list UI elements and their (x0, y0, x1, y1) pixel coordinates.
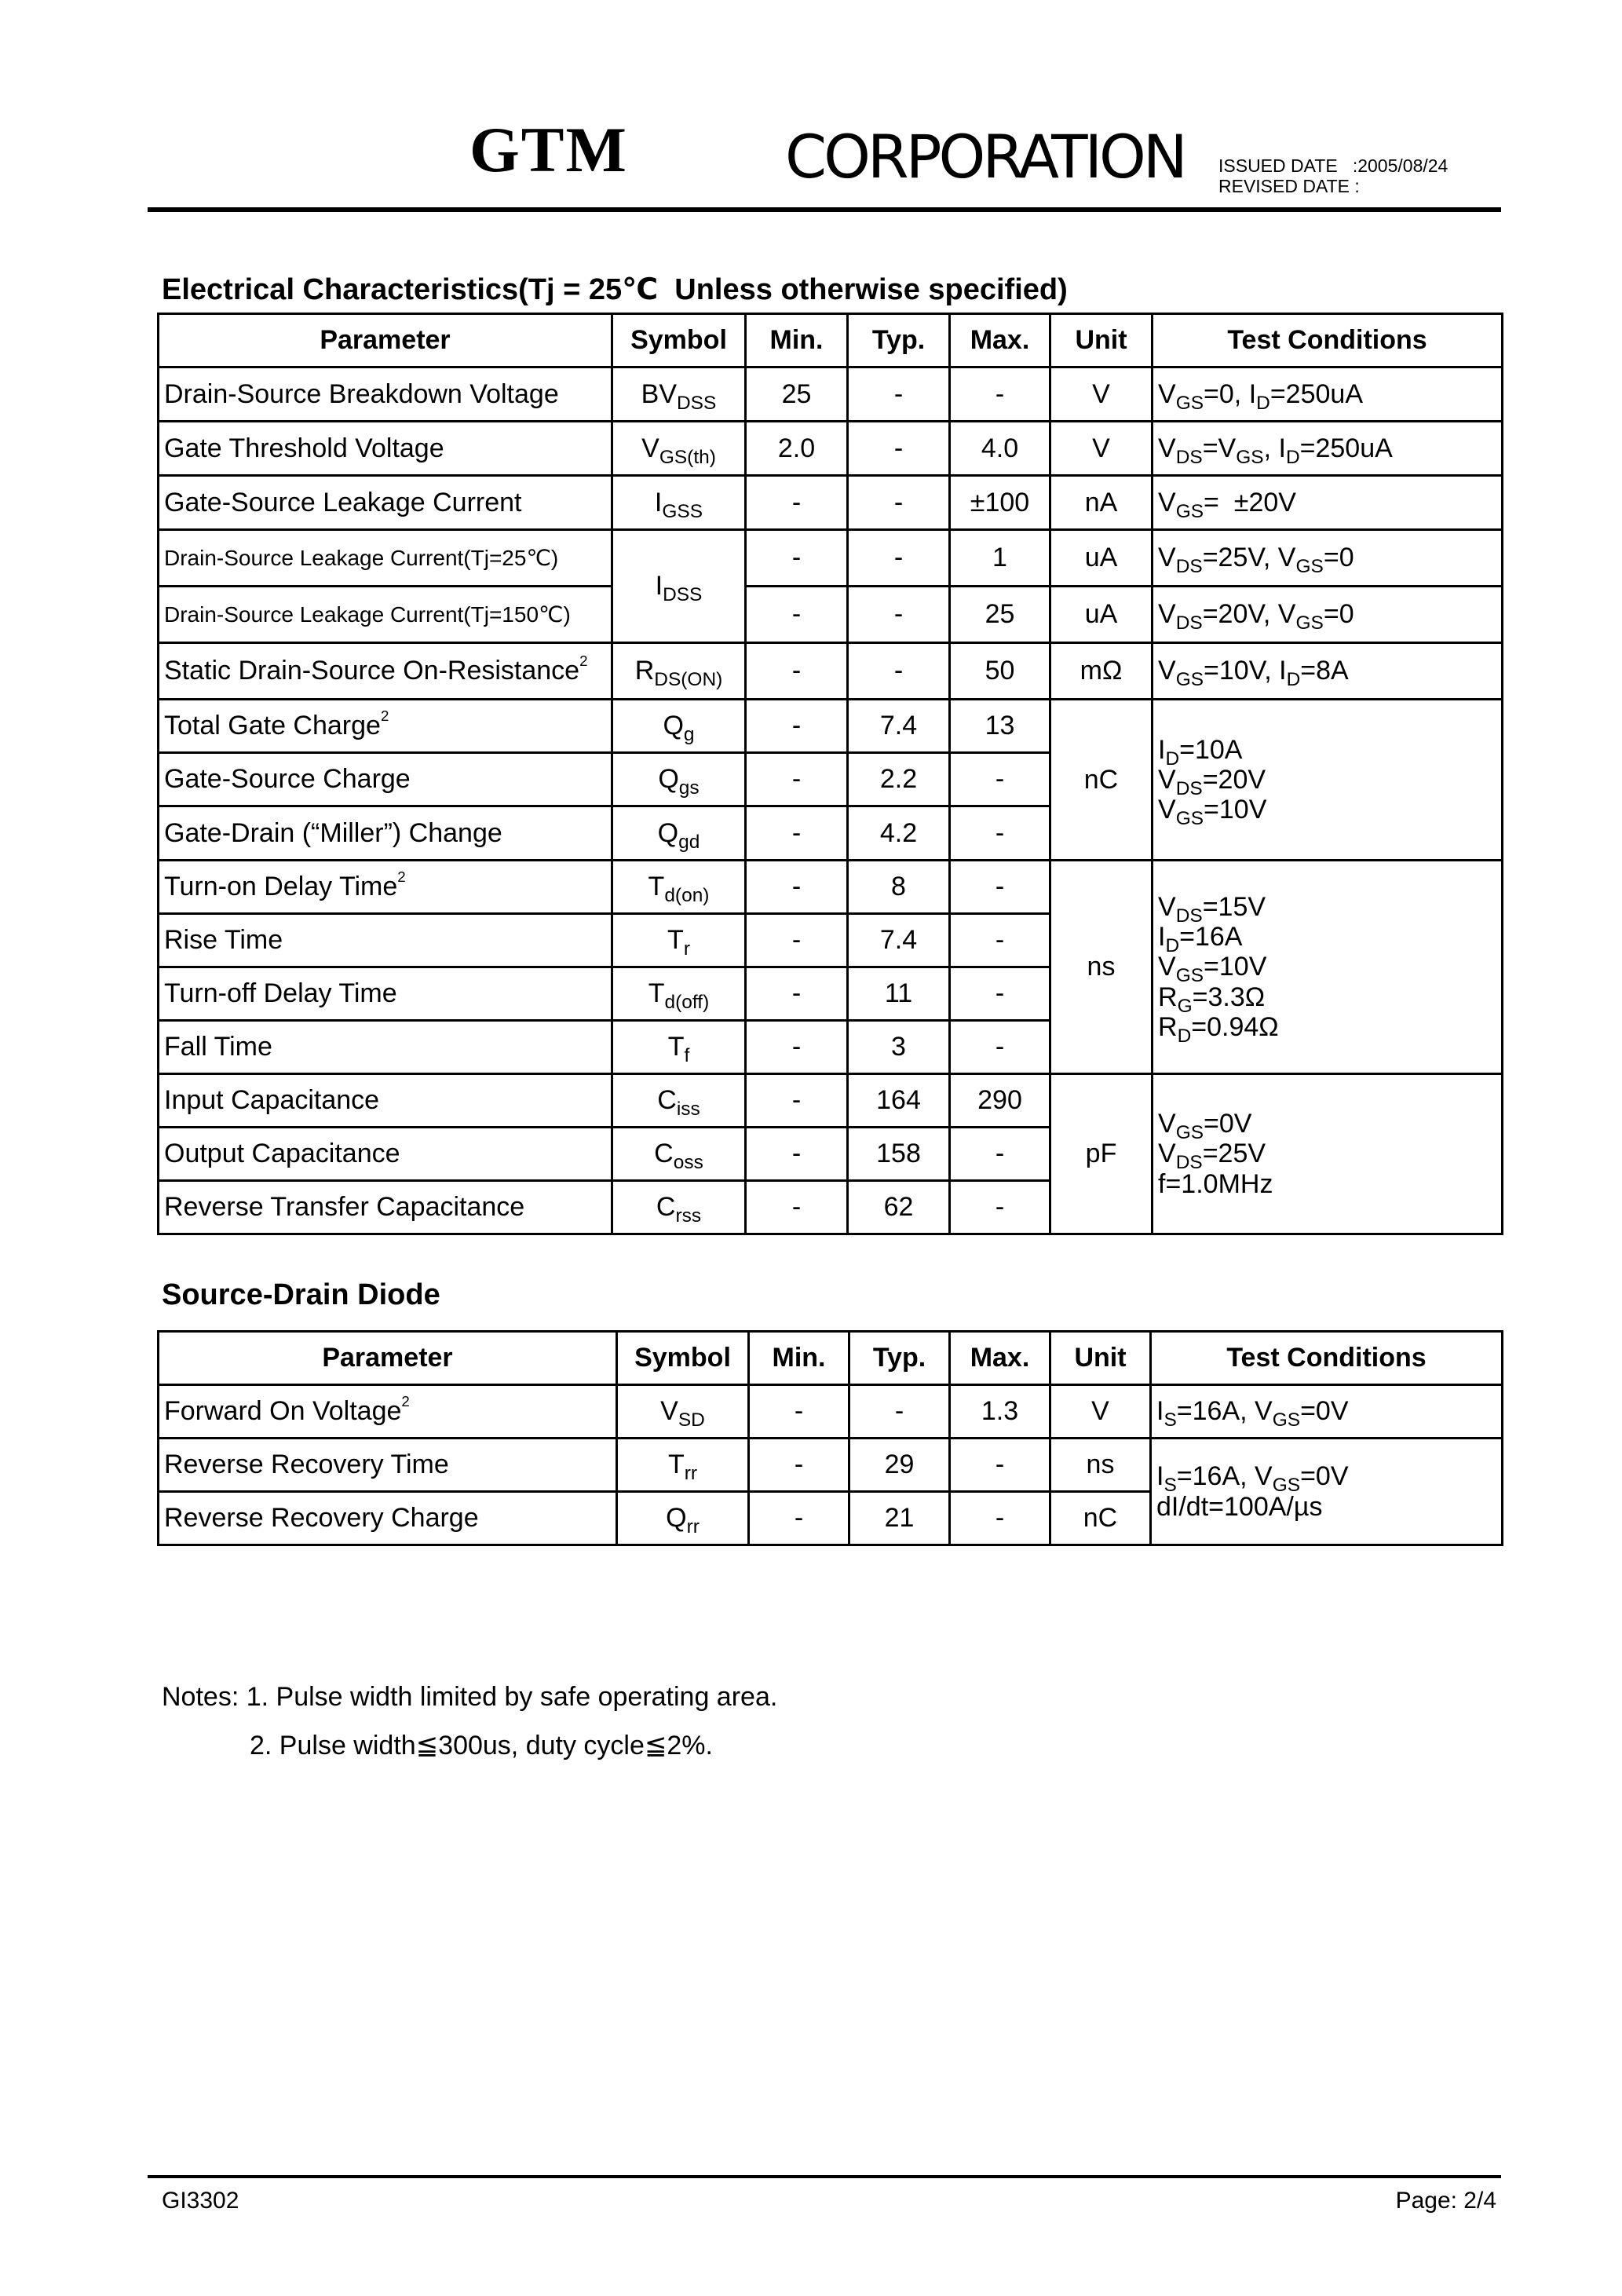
cond-sub: DS (1175, 1152, 1203, 1174)
cond-line (1158, 952, 1496, 987)
symbol-cell (612, 530, 746, 643)
table-header-row (159, 1332, 1503, 1385)
cond-text: I (1156, 1396, 1164, 1427)
symbol-cell (612, 1074, 746, 1128)
max-cell: 50 (950, 643, 1050, 700)
param-cell: Drain-Source Breakdown Voltage (159, 367, 612, 422)
param-cell: Gate Threshold Voltage (159, 422, 612, 476)
header-unit: Unit (1050, 1332, 1151, 1385)
cond-text: =0V (1300, 1461, 1349, 1492)
unit-cell: V (1050, 367, 1153, 422)
symbol-main: C (654, 1139, 674, 1169)
min-cell: 25 (746, 367, 848, 422)
cond-text: =25V (1202, 1139, 1266, 1169)
param-cell (159, 700, 612, 753)
min-cell: - (749, 1439, 849, 1492)
table-row (159, 587, 1503, 643)
symbol-main: BV (641, 378, 678, 409)
symbol-sub: gs (678, 777, 700, 799)
cond-text: =10V (1204, 952, 1267, 982)
footnote-marker: 2 (397, 868, 406, 886)
max-cell: 13 (950, 700, 1050, 753)
header-test-conditions: Test Conditions (1151, 1332, 1503, 1385)
cond-text: =0, I (1204, 378, 1257, 409)
cond-text: R (1158, 1011, 1178, 1042)
param-cell: Turn-off Delay Time (159, 967, 612, 1021)
min-cell: - (746, 643, 848, 700)
cond-text: =20V, V (1202, 599, 1296, 630)
condition-cell (1153, 587, 1503, 643)
unit-cell: ns (1050, 1439, 1151, 1492)
unit-cell: ns (1050, 861, 1153, 1074)
typ-cell: 62 (848, 1181, 950, 1234)
param-cell (159, 643, 612, 700)
symbol-main: V (660, 1396, 678, 1427)
unit-cell: V (1050, 422, 1153, 476)
symbol-sub: SD (678, 1409, 705, 1431)
header-symbol: Symbol (612, 314, 746, 367)
unit-cell: nC (1050, 700, 1153, 861)
cond-text: V (1158, 892, 1176, 923)
max-cell: 25 (950, 587, 1050, 643)
min-cell: - (746, 914, 848, 967)
cond-line (1158, 734, 1496, 770)
min-cell: 2.0 (746, 422, 848, 476)
max-cell: - (950, 1181, 1050, 1234)
cond-sub: DS (1175, 556, 1203, 578)
param-cell: Reverse Transfer Capacitance (159, 1181, 612, 1234)
cond-text: =16A (1179, 922, 1243, 952)
electrical-characteristics-title: Electrical Characteristics(Tj = 25℃ Unless otherwise specified) (162, 273, 1068, 306)
cond-text: =250uA (1299, 433, 1393, 463)
cond-text: V (1158, 543, 1176, 573)
cond-text: =15V (1202, 892, 1266, 923)
symbol-sub: rr (684, 1463, 698, 1485)
note-1: Notes: 1. Pulse width limited by safe operating area. (162, 1682, 778, 1712)
table-row (159, 367, 1503, 422)
cond-sub: DS (1175, 777, 1203, 799)
cond-text: =25V, V (1202, 543, 1296, 573)
cond-sub: D (1177, 1025, 1192, 1047)
cond-sub: DS (1175, 446, 1203, 468)
source-drain-diode-title: Source-Drain Diode (162, 1278, 440, 1311)
cond-text: =16A, V (1176, 1461, 1273, 1492)
symbol-main: V (641, 433, 659, 463)
cond-text: =0V (1300, 1396, 1349, 1427)
cond-text: =0V (1204, 1109, 1252, 1139)
max-cell: - (950, 806, 1050, 861)
cond-sub: DS (1175, 612, 1203, 634)
param-cell: Reverse Recovery Charge (159, 1492, 617, 1545)
param-cell: Fall Time (159, 1021, 612, 1074)
unit-cell: V (1050, 1385, 1151, 1439)
cond-text: V (1158, 1139, 1176, 1169)
cond-text: =10V (1204, 795, 1267, 825)
symbol-sub: d(off) (664, 992, 710, 1014)
condition-cell (1153, 367, 1503, 422)
header-parameter: Parameter (159, 1332, 617, 1385)
symbol-sub: d(on) (664, 885, 710, 907)
param-text: Forward On Voltage (164, 1396, 402, 1427)
symbol-sub: r (683, 938, 690, 960)
cond-text: =0 (1323, 543, 1354, 573)
symbol-main: T (648, 978, 665, 1009)
symbol-cell (612, 700, 746, 753)
typ-cell: - (848, 367, 950, 422)
typ-cell: 2.2 (848, 753, 950, 806)
issued-date-label: ISSUED DATE (1218, 155, 1338, 176)
cond-sub: S (1164, 1475, 1177, 1497)
symbol-main: T (648, 872, 665, 902)
symbol-main: Q (666, 1503, 687, 1534)
max-cell: - (950, 367, 1050, 422)
cond-sub: DS (1175, 905, 1203, 927)
symbol-cell (612, 422, 746, 476)
typ-cell: 29 (849, 1439, 950, 1492)
param-cell: Reverse Recovery Time (159, 1439, 617, 1492)
typ-cell: 3 (848, 1021, 950, 1074)
typ-cell: - (848, 643, 950, 700)
typ-cell: 7.4 (848, 914, 950, 967)
symbol-main: Q (657, 817, 679, 848)
min-cell: - (746, 1181, 848, 1234)
symbol-cell (617, 1439, 749, 1492)
symbol-cell (612, 967, 746, 1021)
cond-line (1158, 795, 1496, 829)
max-cell: 4.0 (950, 422, 1050, 476)
typ-cell: - (848, 530, 950, 587)
condition-cell (1153, 1074, 1503, 1234)
symbol-cell (612, 861, 746, 914)
cond-text: R (1158, 982, 1178, 1012)
symbol-main: T (667, 1450, 685, 1480)
cond-text: =V (1202, 433, 1237, 463)
min-cell: - (746, 700, 848, 753)
cond-sub: D (1165, 748, 1180, 770)
min-cell: - (746, 1128, 848, 1181)
condition-cell (1153, 700, 1503, 861)
symbol-cell (617, 1492, 749, 1545)
cond-text: =16A, V (1176, 1396, 1273, 1427)
min-cell: - (746, 861, 848, 914)
min-cell: - (746, 806, 848, 861)
min-cell: - (749, 1492, 849, 1545)
min-cell: - (746, 476, 848, 530)
param-text: Turn-on Delay Time (164, 872, 398, 902)
table-row (159, 1074, 1503, 1128)
cond-text: V (1158, 656, 1176, 686)
symbol-sub: g (683, 724, 695, 746)
corporation-label: CORPORATION (785, 122, 1185, 192)
footnote-marker: 2 (579, 653, 588, 670)
cond-sub: D (1165, 935, 1180, 957)
cond-sub: GS (1175, 669, 1204, 691)
symbol-sub: oss (673, 1152, 703, 1174)
cond-line (1158, 1109, 1496, 1144)
symbol-cell (612, 1128, 746, 1181)
param-cell: Gate-Source Leakage Current (159, 476, 612, 530)
min-cell: - (746, 530, 848, 587)
symbol-cell (617, 1385, 749, 1439)
cond-sub: GS (1272, 1409, 1301, 1431)
table-header-row (159, 314, 1503, 367)
cond-sub: GS (1175, 1122, 1204, 1144)
header-parameter: Parameter (159, 314, 612, 367)
unit-cell: nC (1050, 1492, 1151, 1545)
unit-cell: pF (1050, 1074, 1153, 1234)
electrical-characteristics-table (157, 313, 1503, 1235)
cond-line (1158, 892, 1496, 927)
part-number: GI3302 (162, 2188, 239, 2214)
symbol-cell (612, 643, 746, 700)
revised-date-label: REVISED DATE : (1218, 176, 1360, 196)
symbol-main: C (657, 1085, 677, 1116)
company-logo: GTM (469, 114, 628, 185)
condition-cell (1153, 422, 1503, 476)
symbol-sub: f (684, 1045, 690, 1067)
table-row (159, 476, 1503, 530)
symbol-main: T (667, 925, 684, 956)
note-2: 2. Pulse width≦300us, duty cycle≦2%. (250, 1731, 713, 1760)
cond-text: =250uA (1269, 378, 1363, 409)
typ-cell: - (849, 1385, 950, 1439)
symbol-main: T (667, 1032, 685, 1062)
param-cell (159, 861, 612, 914)
cond-sub: G (1177, 995, 1193, 1017)
symbol-main: Q (663, 711, 684, 741)
cond-sub: GS (1175, 965, 1204, 987)
param-cell: Gate-Drain (“Miller”) Change (159, 806, 612, 861)
cond-text: =0.94Ω (1191, 1011, 1279, 1042)
symbol-sub: GS(th) (659, 446, 716, 468)
cond-sub: GS (1236, 446, 1264, 468)
header-max: Max. (950, 1332, 1050, 1385)
param-text: Static Drain-Source On-Resistance (164, 656, 580, 686)
symbol-cell (612, 1181, 746, 1234)
unit-cell: uA (1050, 587, 1153, 643)
unit-cell: mΩ (1050, 643, 1153, 700)
max-cell: 1 (950, 530, 1050, 587)
max-cell: ±100 (950, 476, 1050, 530)
header-unit: Unit (1050, 314, 1153, 367)
typ-cell: 4.2 (848, 806, 950, 861)
cond-sub: GS (1295, 612, 1324, 634)
param-cell: Drain-Source Leakage Current(Tj=150℃) (159, 587, 612, 643)
min-cell: - (746, 753, 848, 806)
footnote-marker: 2 (401, 1393, 410, 1410)
condition-cell (1151, 1439, 1503, 1545)
footnote-marker: 2 (380, 707, 389, 725)
symbol-main: R (634, 656, 655, 686)
header-min: Min. (749, 1332, 849, 1385)
symbol-cell (612, 753, 746, 806)
param-cell (159, 1385, 617, 1439)
header-test-conditions: Test Conditions (1153, 314, 1503, 367)
cond-line (1158, 982, 1496, 1017)
typ-cell: 7.4 (848, 700, 950, 753)
header-typ: Typ. (848, 314, 950, 367)
cond-line: f=1.0MHz (1158, 1168, 1273, 1199)
max-cell: - (950, 1492, 1050, 1545)
symbol-cell (612, 476, 746, 530)
cond-sub: GS (1175, 807, 1204, 829)
cond-text: = ±20V (1204, 487, 1296, 517)
param-cell: Output Capacitance (159, 1128, 612, 1181)
typ-cell: - (848, 422, 950, 476)
max-cell: - (950, 914, 1050, 967)
symbol-cell (612, 806, 746, 861)
cond-text: =3.3Ω (1192, 982, 1266, 1012)
symbol-cell (612, 1021, 746, 1074)
typ-cell: 158 (848, 1128, 950, 1181)
cond-text: , I (1263, 433, 1286, 463)
cond-sub: S (1164, 1409, 1177, 1431)
cond-text: =8A (1300, 656, 1349, 686)
cond-text: V (1158, 378, 1176, 409)
typ-cell: 21 (849, 1492, 950, 1545)
condition-cell (1153, 861, 1503, 1074)
cond-text: =20V (1202, 764, 1266, 795)
issued-date-row (1218, 155, 1448, 176)
param-cell: Gate-Source Charge (159, 753, 612, 806)
max-cell: - (950, 967, 1050, 1021)
document-dates (1218, 155, 1448, 196)
typ-cell: 8 (848, 861, 950, 914)
page-number: Page: 2/4 (1395, 2188, 1496, 2214)
min-cell: - (746, 967, 848, 1021)
cond-line (1158, 1011, 1496, 1047)
typ-cell: - (848, 587, 950, 643)
condition-cell (1151, 1385, 1503, 1439)
symbol-sub: rss (675, 1205, 702, 1227)
param-cell: Drain-Source Leakage Current(Tj=25℃) (159, 530, 612, 587)
cond-sub: GS (1272, 1475, 1301, 1497)
min-cell: - (749, 1385, 849, 1439)
symbol-main: Q (658, 764, 679, 795)
cond-text: V (1158, 795, 1176, 825)
param-text: Total Gate Charge (164, 711, 381, 741)
symbol-sub: iss (676, 1099, 700, 1121)
header-min: Min. (746, 314, 848, 367)
symbol-sub: gd (678, 831, 700, 853)
cond-sub: D (1285, 446, 1300, 468)
param-cell: Rise Time (159, 914, 612, 967)
cond-text: V (1158, 764, 1176, 795)
cond-text: V (1158, 487, 1176, 517)
table-row (159, 700, 1503, 753)
unit-cell: uA (1050, 530, 1153, 587)
symbol-cell (612, 367, 746, 422)
cond-line (1156, 1461, 1496, 1497)
symbol-main: I (655, 571, 663, 601)
header-max: Max. (950, 314, 1050, 367)
header-divider (148, 207, 1501, 212)
cond-text: =10A (1179, 734, 1243, 765)
cond-text: V (1158, 1109, 1176, 1139)
condition-cell (1153, 530, 1503, 587)
symbol-sub: DSS (663, 584, 703, 606)
max-cell: 290 (950, 1074, 1050, 1128)
cond-text: I (1156, 1461, 1164, 1492)
symbol-main: I (654, 487, 663, 517)
cond-text: I (1158, 922, 1166, 952)
cond-text: =10V, I (1204, 656, 1287, 686)
typ-cell: - (848, 476, 950, 530)
cond-text: I (1158, 734, 1166, 765)
unit-cell: nA (1050, 476, 1153, 530)
cond-line (1158, 922, 1496, 957)
cond-sub: D (1256, 392, 1270, 414)
table-row (159, 1439, 1503, 1492)
cond-line: dI/dt=100A/µs (1156, 1491, 1323, 1522)
symbol-sub: GSS (662, 500, 703, 522)
max-cell: - (950, 753, 1050, 806)
max-cell: - (950, 1021, 1050, 1074)
max-cell: - (950, 1439, 1050, 1492)
cond-sub: GS (1175, 500, 1204, 522)
table-row (159, 643, 1503, 700)
cond-sub: GS (1295, 556, 1324, 578)
table-row (159, 530, 1503, 587)
cond-text: =0 (1323, 599, 1354, 630)
min-cell: - (746, 1021, 848, 1074)
cond-text: V (1158, 599, 1176, 630)
issued-date-value: :2005/08/24 (1352, 155, 1448, 176)
max-cell: - (950, 1128, 1050, 1181)
source-drain-diode-table (157, 1330, 1503, 1546)
header-symbol: Symbol (617, 1332, 749, 1385)
cond-sub: D (1286, 669, 1301, 691)
symbol-sub: DSS (677, 392, 717, 414)
condition-cell (1153, 476, 1503, 530)
max-cell: 1.3 (950, 1385, 1050, 1439)
symbol-sub: rr (686, 1516, 700, 1538)
cond-line (1158, 1139, 1496, 1174)
cond-text: V (1158, 433, 1176, 463)
typ-cell: 11 (848, 967, 950, 1021)
cond-text: V (1158, 952, 1176, 982)
min-cell: - (746, 587, 848, 643)
typ-cell: 164 (848, 1074, 950, 1128)
footer-divider (148, 2175, 1501, 2178)
header-typ: Typ. (849, 1332, 950, 1385)
table-row (159, 861, 1503, 914)
notes-block (162, 1673, 777, 1770)
table-row (159, 1385, 1503, 1439)
cond-line (1158, 764, 1496, 799)
cond-sub: GS (1175, 392, 1204, 414)
symbol-sub: DS(ON) (654, 669, 723, 691)
symbol-cell (612, 914, 746, 967)
max-cell: - (950, 861, 1050, 914)
param-cell: Input Capacitance (159, 1074, 612, 1128)
condition-cell (1153, 643, 1503, 700)
table-row (159, 422, 1503, 476)
symbol-main: C (656, 1192, 676, 1223)
min-cell: - (746, 1074, 848, 1128)
